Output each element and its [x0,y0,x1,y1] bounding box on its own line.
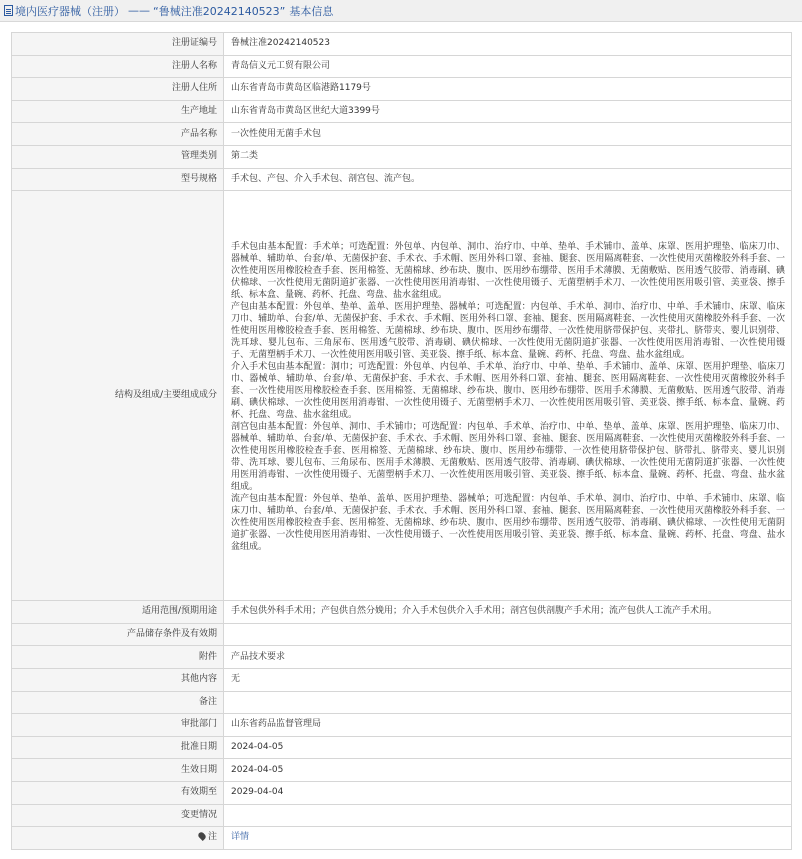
detail-table [11,32,792,850]
row-other [12,668,792,691]
row-model-spec [12,168,792,191]
label-other: 其他内容 [12,668,224,691]
header-suffix: 基本信息 [289,4,334,18]
value-registrant-address: 山东省青岛市黄岛区临港路1179号 [224,78,792,101]
label-structure: 结构及组成/主要组成成分 [12,191,224,601]
value-model-spec: 手术包、产包、介入手术包、剖宫包、流产包。 [224,168,792,191]
label-registrant: 注册人名称 [12,55,224,78]
label-model-spec: 型号规格 [12,168,224,191]
structure-delivery-pack: 产包由基本配置：外包单、垫单、盖单、医用护理垫、器械单；可选配置：内包单、手术单、洞巾、治疗巾、中单、手术铺巾、床罩、临床刀巾、辅助单、台套/单、无菌保护套、手术衣、手术帽、医用外科口罩、套袖、腿套、医用隔离鞋套、一次性使用灭菌橡胶外科手套、一次性使用医用橡胶检查手套、医用棉签、无菌棉球、纱布块、腹巾、医用纱布绷带、一次性使用脐带保护包、夹带扎、脐带夹、婴儿识别带、洗耳球、婴儿包布、三角尿布、医用透气胶带、消毒刷、碘伏棉球、一次性使用无菌阴道扩张器、一次性使用医用消毒钳、一次性使用镊子、无菌塑柄手术刀、一次性使用医用吸引管、美亚袋、擦手纸、标本盒、量碗、药杯、托盘、弯盘、盐水盆组成。 [231,301,785,360]
label-remark: 备注 [12,691,224,714]
value-registrant: 青岛信义元工贸有限公司 [224,55,792,78]
label-approve-date: 批准日期 [12,736,224,759]
structure-interventional-pack: 介入手术包由基本配置：洞巾；可选配置：外包单、内包单、手术单、治疗巾、中单、垫单、手术铺巾、盖单、床罩、医用护理垫、临床刀巾、器械单、辅助单、台套/单、无菌保护套、手术衣、手术帽、医用外科口罩、套袖、腿套、医用隔离鞋套、一次性使用灭菌橡胶外科手套、一次性使用医用橡胶检查手套、医用棉签、无菌棉球、纱布块、腹巾、医用纱布绷带、医用手术薄膜、无菌敷贴、医用透气胶带、消毒刷、碘伏棉球、一次性使用医用消毒钳、一次性使用镊子、无菌塑柄手术刀、一次性使用医用吸引管、美亚袋、擦手纸、标本盒、量碗、药杯、托盘、弯盘、盐水盆组成。 [231,361,785,420]
label-effective-date: 生效日期 [12,759,224,782]
value-scope: 手术包供外科手术用；产包供自然分娩用；介入手术包供介入手术用；剖宫包供剖腹产手术用；流产包供人工流产手术用。 [224,601,792,624]
label-scope: 适用范围/预期用途 [12,601,224,624]
row-storage [12,623,792,646]
page-header [0,0,802,22]
label-management-class: 管理类别 [12,145,224,168]
value-production-address: 山东省青岛市黄岛区世纪大道3399号 [224,100,792,123]
header-separator: —— [128,4,150,17]
value-storage [224,623,792,646]
label-product-name: 产品名称 [12,123,224,146]
value-remark [224,691,792,714]
row-note [12,827,792,850]
breadcrumb-domestic-devices[interactable]: 境内医疗器械（注册） [15,4,125,18]
label-change: 变更情况 [12,804,224,827]
value-effective-date: 2024-04-05 [224,759,792,782]
row-expiry-date [12,781,792,804]
value-change [224,804,792,827]
value-structure [224,191,792,601]
row-change [12,804,792,827]
label-approver: 审批部门 [12,714,224,737]
pin-icon [197,831,207,841]
row-approver [12,714,792,737]
document-icon [4,5,13,16]
value-reg-no: 鲁械注准20242140523 [224,33,792,56]
structure-abortion-pack: 流产包由基本配置：外包单、垫单、盖单、医用护理垫、器械单；可选配置：内包单、手术单、洞巾、治疗巾、中单、手术铺巾、床罩、临床刀巾、辅助单、台套/单、无菌保护套、手术衣、手术帽、医用外科口罩、套袖、腿套、医用隔离鞋套、一次性使用灭菌橡胶外科手套、一次性使用医用橡胶检查手套、医用棉签、无菌棉球、纱布块、腹巾、医用纱布绷带、医用透气胶带、消毒刷、碘伏棉球、一次性使用无菌阴道扩张器、一次性使用医用消毒钳、一次性使用镊子、一次性使用医用吸引管、美亚袋、擦手纸、标本盒、量碗、药杯、托盘、弯盘、盐水盆组成。 [231,493,785,552]
row-scope [12,601,792,624]
label-note-text: 注 [207,832,217,843]
row-approve-date [12,736,792,759]
label-reg-no: 注册证编号 [12,33,224,56]
row-production-address [12,100,792,123]
value-note [224,827,792,850]
detail-link[interactable]: 详情 [231,832,250,843]
row-effective-date [12,759,792,782]
value-management-class: 第二类 [224,145,792,168]
label-storage: 产品储存条件及有效期 [12,623,224,646]
label-expiry-date: 有效期至 [12,781,224,804]
row-product-name [12,123,792,146]
row-management-class [12,145,792,168]
structure-cesarean-pack: 剖宫包由基本配置：外包单、洞巾、手术铺巾；可选配置：内包单、手术单、治疗巾、中单、垫单、盖单、床罩、医用护理垫、临床刀巾、器械单、辅助单、台套/单、无菌保护套、手术衣、手术帽、医用外科口罩、套袖、腿套、医用隔离鞋套、一次性使用灭菌橡胶外科手套、一次性使用医用橡胶检查手套、医用棉签、无菌棉球、纱布块、腹巾、医用纱布绷带、一次性使用脐带保护包、脐带扎、脐带夹、婴儿识别带、洗耳球、婴儿包布、三角尿布、医用手术薄膜、无菌敷贴、医用透气胶带、消毒刷、碘伏棉球、一次性使用无菌阴道扩张器、一次性使用医用消毒钳、一次性使用镊子、无菌塑柄手术刀、一次性使用医用吸引管、美亚袋、擦手纸、标本盒、量碗、药杯、托盘、弯盘、盐水盆组成。 [231,421,785,492]
row-registrant-address [12,78,792,101]
row-attachment [12,646,792,669]
value-product-name: 一次性使用无菌手术包 [224,123,792,146]
label-registrant-address: 注册人住所 [12,78,224,101]
row-registrant [12,55,792,78]
row-structure [12,191,792,601]
header-record-title: “鲁械注准20242140523” [153,4,286,18]
label-attachment: 附件 [12,646,224,669]
value-other: 无 [224,668,792,691]
structure-surgical-pack: 手术包由基本配置：手术单；可选配置：外包单、内包单、洞巾、治疗巾、中单、垫单、手术铺巾、盖单、床罩、医用护理垫、临床刀巾、器械单、辅助单、台套/单、无菌保护套、手术衣、手术帽、医用外科口罩、套袖、腿套、医用隔离鞋套、一次性使用灭菌橡胶外科手套、一次性使用医用橡胶检查手套、医用棉签、无菌棉球、纱布块、腹巾、医用纱布绷带、医用手术薄膜、无菌敷贴、医用透气胶带、消毒刷、碘伏棉球、一次性使用无菌阴道扩张器、一次性使用医用消毒钳、一次性使用镊子、无菌塑柄手术刀、一次性使用医用吸引管、美亚袋、擦手纸、标本盒、量碗、药杯、托盘、弯盘、盐水盆组成。 [231,241,785,300]
detail-table-container [11,32,792,850]
row-remark [12,691,792,714]
label-production-address: 生产地址 [12,100,224,123]
value-approve-date: 2024-04-05 [224,736,792,759]
value-approver: 山东省药品监督管理局 [224,714,792,737]
row-reg-no [12,33,792,56]
label-note [12,827,224,850]
value-attachment: 产品技术要求 [224,646,792,669]
value-expiry-date: 2029-04-04 [224,781,792,804]
